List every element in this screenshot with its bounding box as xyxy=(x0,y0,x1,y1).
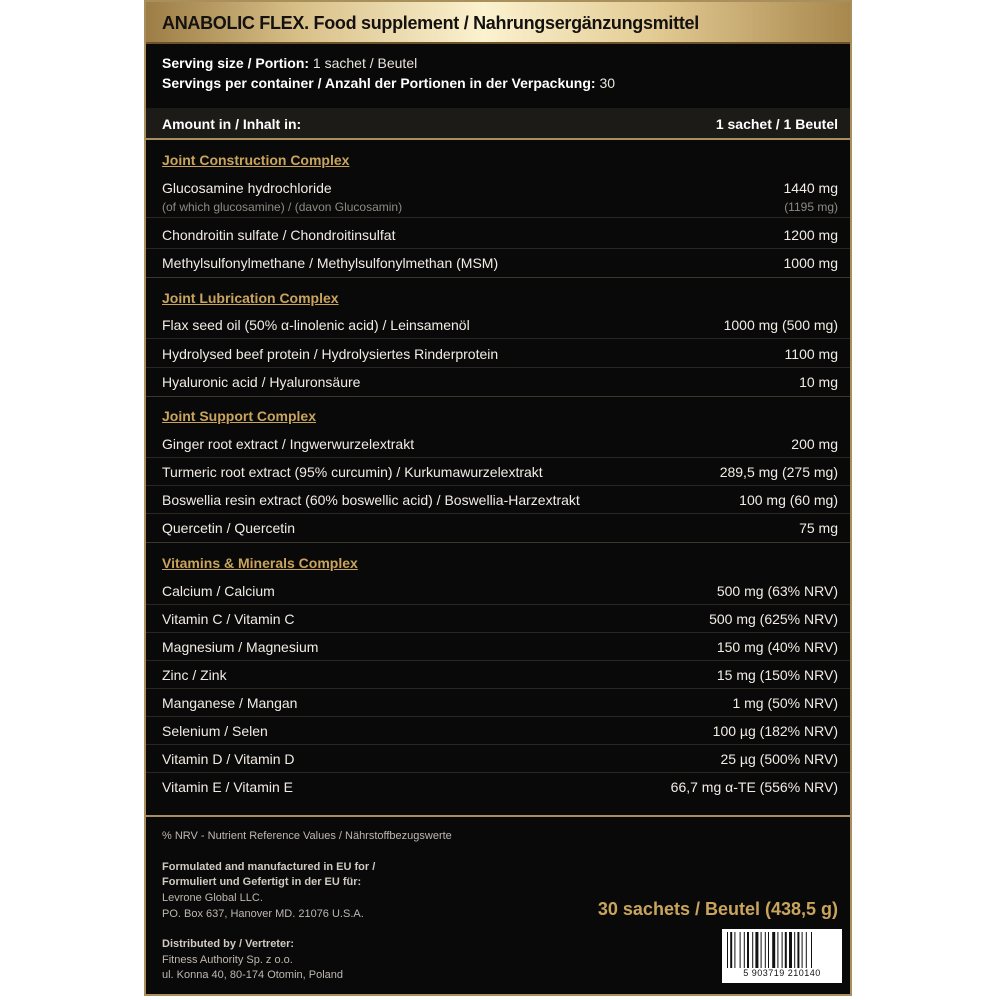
section-title: Joint Support Complex xyxy=(162,408,316,424)
section-divider xyxy=(146,542,850,543)
ingredient-name: Manganese / Mangan xyxy=(162,695,298,711)
ingredient-sub-name: (of which glucosamine) / (davon Glucosamin) xyxy=(162,200,403,214)
ingredient-amount: 100 mg (60 mg) xyxy=(739,492,838,508)
ingredient-name: Hydrolysed beef protein / Hydrolysiertes Rinderprotein xyxy=(162,346,499,362)
ingredient-amount: 500 mg (625% NRV) xyxy=(709,611,838,627)
ingredient-amount: 75 mg xyxy=(799,520,838,536)
ingredient-amount: 500 mg (63% NRV) xyxy=(716,583,838,599)
ingredient-amount: 1200 mg xyxy=(783,227,838,243)
footer-divider xyxy=(146,815,850,817)
ingredient-amount: 10 mg xyxy=(799,374,838,390)
title-bar xyxy=(146,2,850,44)
table-row xyxy=(146,430,850,458)
table-row xyxy=(146,689,850,717)
product-title: ANABOLIC FLEX. Food supplement / Nahrungsergänzungsmittel xyxy=(162,13,699,33)
distributor-name: Fitness Authority Sp. z o.o. xyxy=(162,954,293,966)
table-row xyxy=(146,577,850,605)
ingredient-amount: 1100 mg xyxy=(784,346,838,362)
table-row xyxy=(146,249,850,277)
manufacturer-label-1: Formulated and manufactured in EU for / xyxy=(162,861,376,873)
ingredient-name: Chondroitin sulfate / Chondroitinsulfat xyxy=(162,227,396,243)
ingredient-name: Turmeric root extract (95% curcumin) / Kurkumawurzelextrakt xyxy=(162,464,543,480)
ingredient-name: Vitamin C / Vitamin C xyxy=(162,611,295,627)
ingredient-amount: 289,5 mg (275 mg) xyxy=(719,464,838,480)
table-header xyxy=(146,108,850,138)
ingredient-amount: 25 µg (500% NRV) xyxy=(720,751,838,767)
ingredient-amount: 1 mg (50% NRV) xyxy=(732,695,838,711)
serving-size xyxy=(162,55,417,71)
ingredient-amount: 200 mg xyxy=(791,436,838,452)
manufacturer-address: PO. Box 637, Hanover MD. 21076 U.S.A. xyxy=(162,908,364,920)
table-row xyxy=(146,174,850,218)
servings-per-container-label: Servings per container / Anzahl der Portionen in der Verpackung: xyxy=(162,75,596,91)
manufacturer-name: Levrone Global LLC. xyxy=(162,892,263,904)
table-row xyxy=(146,368,850,396)
table-row xyxy=(146,514,850,542)
ingredient-amount: 1440 mg xyxy=(783,180,838,196)
distributor-label: Distributed by / Vertreter: xyxy=(162,938,295,950)
table-row xyxy=(146,458,850,486)
barcode-bars xyxy=(727,932,837,968)
ingredient-amount: 15 mg (150% NRV) xyxy=(716,667,838,683)
nrv-note: % NRV - Nutrient Reference Values / Nährstoffbezugswerte xyxy=(162,830,452,842)
ingredient-amount: 150 mg (40% NRV) xyxy=(716,639,838,655)
section-divider xyxy=(146,277,850,278)
ingredient-name: Hyaluronic acid / Hyaluronsäure xyxy=(162,374,361,390)
ingredient-name: Selenium / Selen xyxy=(162,723,268,739)
table-header-amount: Amount in / Inhalt in: xyxy=(162,116,302,132)
ingredient-name: Flax seed oil (50% α-linolenic acid) / Leinsamenöl xyxy=(162,317,470,333)
ingredient-name: Magnesium / Magnesium xyxy=(162,639,319,655)
table-row xyxy=(146,221,850,249)
supplement-facts-panel xyxy=(144,0,852,996)
table-row xyxy=(146,340,850,368)
barcode-number: 5 903719 210140 xyxy=(743,968,821,978)
table-row xyxy=(146,605,850,633)
servings-per-container-value: 30 xyxy=(595,75,616,91)
barcode xyxy=(722,929,842,983)
section-title: Joint Lubrication Complex xyxy=(162,290,339,306)
ingredient-name: Glucosamine hydrochloride xyxy=(162,180,332,196)
table-header-portion: 1 sachet / 1 Beutel xyxy=(715,116,838,132)
table-row xyxy=(146,311,850,339)
ingredient-name: Calcium / Calcium xyxy=(162,583,275,599)
net-content: 30 sachets / Beutel (438,5 g) xyxy=(597,899,838,919)
table-row xyxy=(146,661,850,689)
ingredient-amount: 100 µg (182% NRV) xyxy=(712,723,838,739)
table-row xyxy=(146,633,850,661)
ingredient-name: Ginger root extract / Ingwerwurzelextrakt xyxy=(162,436,415,452)
section-divider xyxy=(146,396,850,397)
table-row xyxy=(146,486,850,514)
distributor-address: ul. Konna 40, 80-174 Otomin, Poland xyxy=(162,969,344,981)
ingredient-name: Vitamin D / Vitamin D xyxy=(162,751,295,767)
table-row xyxy=(146,745,850,773)
ingredient-name: Zinc / Zink xyxy=(162,667,227,683)
table-row xyxy=(146,773,850,801)
servings-per-container xyxy=(162,75,615,91)
table-row xyxy=(146,717,850,745)
ingredient-name: Methylsulfonylmethane / Methylsulfonylmethan (MSM) xyxy=(162,255,499,271)
ingredient-name: Boswellia resin extract (60% boswellic acid) / Boswellia-Harzextrakt xyxy=(162,492,580,508)
serving-size-value: 1 sachet / Beutel xyxy=(309,55,418,71)
ingredient-amount: 66,7 mg α-TE (556% NRV) xyxy=(670,779,838,795)
ingredient-amount: 1000 mg (500 mg) xyxy=(723,317,838,333)
ingredient-name: Vitamin E / Vitamin E xyxy=(162,779,293,795)
header-divider xyxy=(146,138,850,140)
section-title: Joint Construction Complex xyxy=(162,152,350,168)
ingredient-name: Quercetin / Quercetin xyxy=(162,520,296,536)
serving-size-label: Serving size / Portion: xyxy=(162,55,310,71)
ingredient-amount: 1000 mg xyxy=(783,255,838,271)
section-title: Vitamins & Minerals Complex xyxy=(162,555,358,571)
ingredient-sub-amount: (1195 mg) xyxy=(784,200,838,214)
manufacturer-label-2: Formuliert und Gefertigt in der EU für: xyxy=(162,876,362,888)
